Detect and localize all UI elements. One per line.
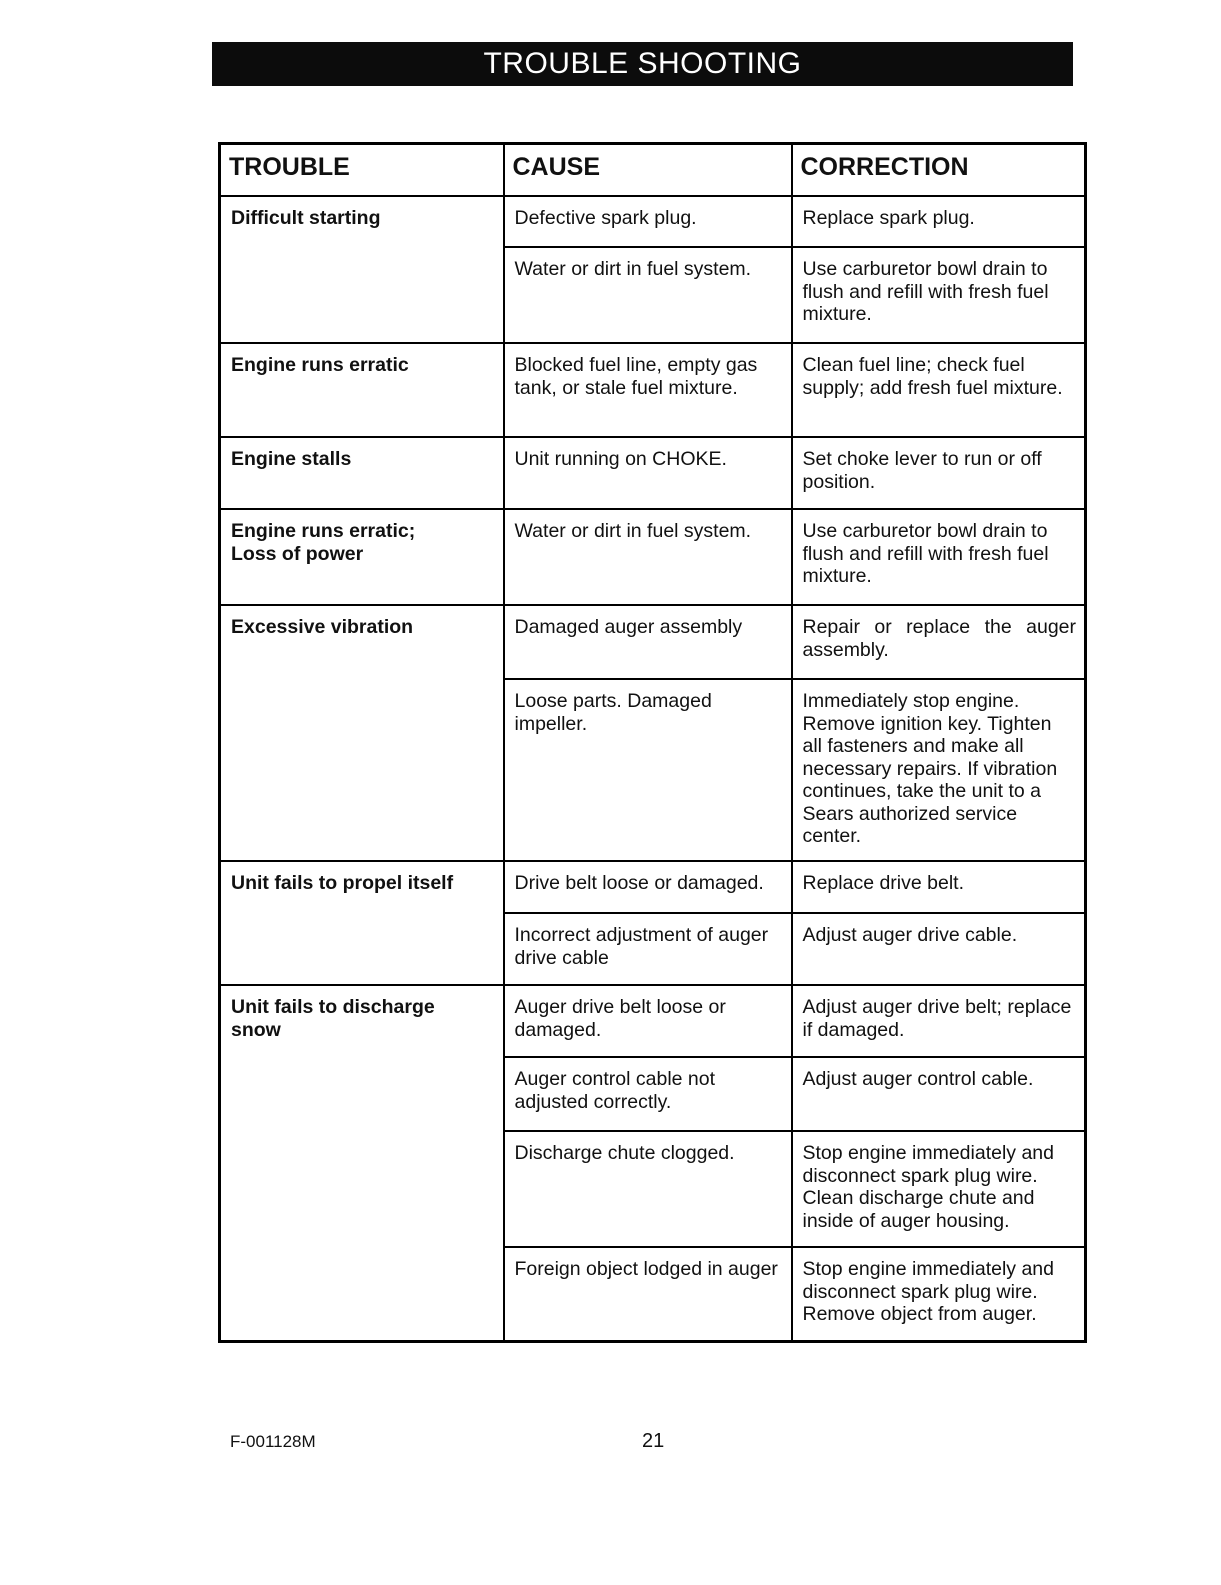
- header-correction: CORRECTION: [792, 144, 1086, 197]
- cause-cell: Discharge chute clogged.: [504, 1131, 792, 1247]
- table-row: [220, 196, 1086, 247]
- trouble-cell: Difficult starting: [220, 196, 504, 343]
- correction-cell: Adjust auger drive cable.: [792, 913, 1086, 985]
- correction-cell: Replace spark plug.: [792, 196, 1086, 247]
- correction-cell: Stop engine immediately and disconnect spark plug wire. Clean discharge chute and inside of auger housing.: [792, 1131, 1086, 1247]
- table-row: [220, 343, 1086, 437]
- correction-cell: Use carburetor bowl drain to flush and refill with fresh fuel mixture.: [792, 247, 1086, 343]
- cause-cell: Auger control cable not adjusted correctly.: [504, 1057, 792, 1131]
- table-row: [220, 605, 1086, 679]
- header-cause: CAUSE: [504, 144, 792, 197]
- correction-cell: Replace drive belt.: [792, 861, 1086, 913]
- trouble-cell: [220, 985, 504, 1342]
- cause-cell: Blocked fuel line, empty gas tank, or stale fuel mixture.: [504, 343, 792, 437]
- trouble-cell: Excessive vibration: [220, 605, 504, 861]
- correction-cell: Immediately stop engine. Remove ignition key. Tighten all fasteners and make all necessary repairs. If vibration continues, take the unit to a Sears authorized service center.: [792, 679, 1086, 861]
- table-header-row: [220, 144, 1086, 197]
- correction-cell: Use carburetor bowl drain to flush and refill with fresh fuel mixture.: [792, 509, 1086, 605]
- trouble-cell: Engine runs erratic: [220, 343, 504, 437]
- trouble-text: Engine runs erratic; Loss of power: [231, 520, 416, 565]
- table-row: [220, 861, 1086, 913]
- trouble-text: Unit fails to discharge snow: [231, 996, 435, 1041]
- correction-cell: Set choke lever to run or off position.: [792, 437, 1086, 509]
- trouble-cell: [220, 509, 504, 605]
- page-title: TROUBLE SHOOTING: [212, 42, 1073, 86]
- cause-cell: Damaged auger assembly: [504, 605, 792, 679]
- cause-cell: Unit running on CHOKE.: [504, 437, 792, 509]
- table-row: [220, 985, 1086, 1057]
- cause-cell: Loose parts. Damaged impeller.: [504, 679, 792, 861]
- trouble-cell: Unit fails to propel itself: [220, 861, 504, 985]
- correction-cell: Clean fuel line; check fuel supply; add fresh fuel mixture.: [792, 343, 1086, 437]
- footer-document-code: F-001128M: [230, 1432, 316, 1451]
- cause-cell: Foreign object lodged in auger: [504, 1247, 792, 1342]
- header-trouble: TROUBLE: [220, 144, 504, 197]
- trouble-cell: Engine stalls: [220, 437, 504, 509]
- correction-cell: Adjust auger drive belt; replace if damaged.: [792, 985, 1086, 1057]
- cause-cell: Water or dirt in fuel system.: [504, 247, 792, 343]
- correction-cell: Stop engine immediately and disconnect spark plug wire. Remove object from auger.: [792, 1247, 1086, 1342]
- table-row: [220, 509, 1086, 605]
- cause-cell: Water or dirt in fuel system.: [504, 509, 792, 605]
- troubleshooting-table: [218, 142, 1087, 1343]
- correction-cell: Adjust auger control cable.: [792, 1057, 1086, 1131]
- page-number: 21: [642, 1430, 665, 1452]
- cause-cell: Drive belt loose or damaged.: [504, 861, 792, 913]
- table-row: [220, 437, 1086, 509]
- cause-cell: Auger drive belt loose or damaged.: [504, 985, 792, 1057]
- correction-cell: Repair or replace the auger assembly.: [792, 605, 1086, 679]
- cause-cell: Incorrect adjustment of auger drive cable: [504, 913, 792, 985]
- cause-cell: Defective spark plug.: [504, 196, 792, 247]
